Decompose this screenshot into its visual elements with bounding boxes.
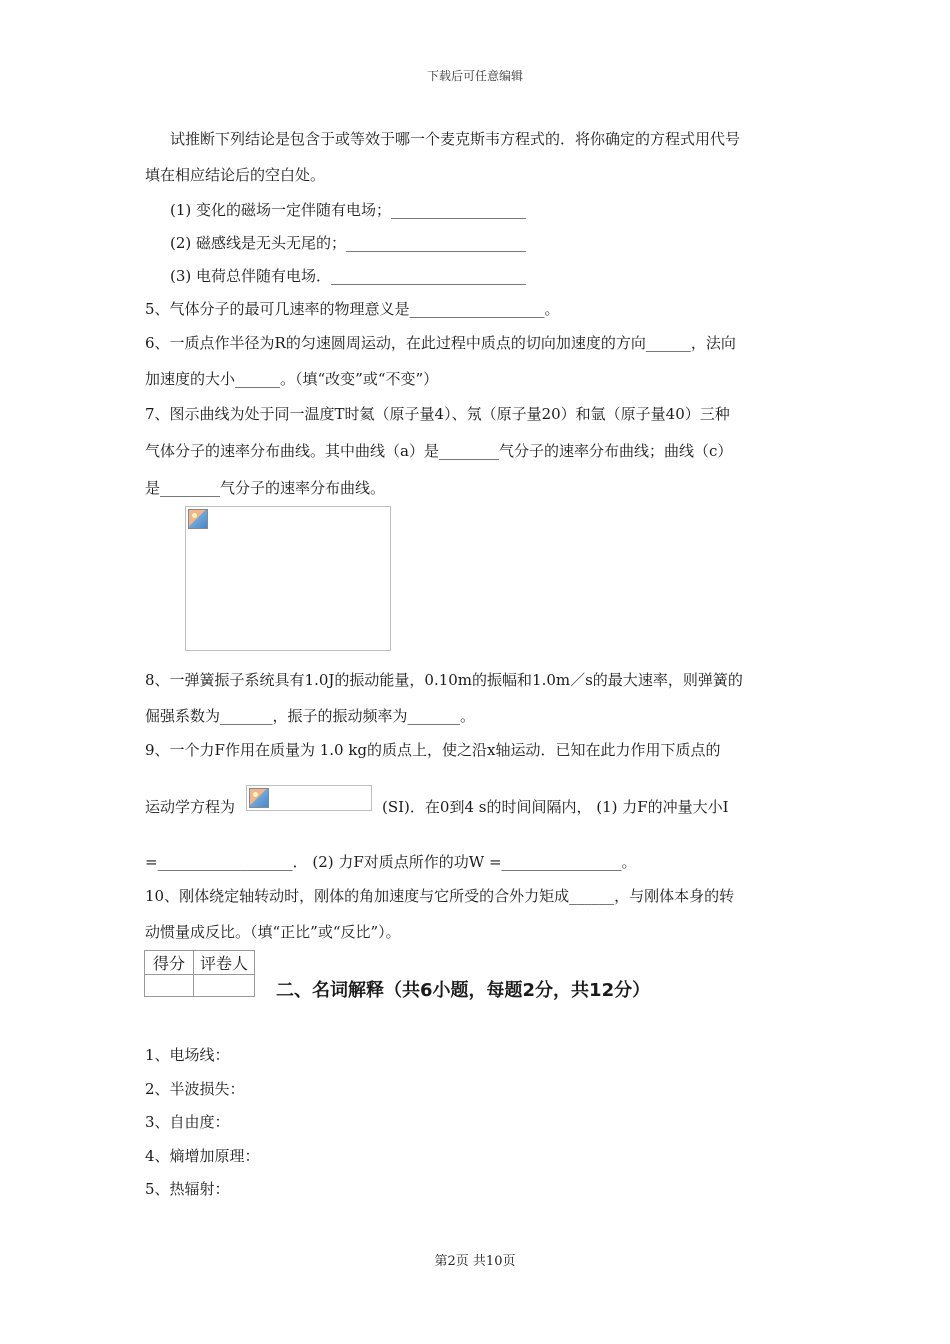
grader-header: 评卷人 (194, 951, 255, 975)
intro-line-2: 填在相应结论后的空白处。 (145, 166, 326, 184)
question-7-line-1: 7、图示曲线为处于同一温度T时氦（原子量4）、氖（原子量20）和氩（原子量40）三种 (145, 405, 730, 423)
grader-cell[interactable] (194, 975, 255, 997)
section-title: 二、名词解释（共6小题，每题2分，共12分） (276, 980, 651, 1001)
question-9-line-3: =__________________． (2) 力F对质点所作的功W =________________。 (145, 853, 637, 871)
question-8-line-1: 8、一弹簧振子系统具有1.0J的振动能量，0.10m的振幅和1.0m／s的最大速率，则弹簧的 (145, 671, 743, 689)
score-header: 得分 (145, 951, 194, 975)
term-3: 3、自由度： (145, 1113, 230, 1131)
question-6-line-1: 6、一质点作半径为R的匀速圆周运动，在此过程中质点的切向加速度的方向______，法向 (145, 334, 736, 352)
broken-image-icon (249, 788, 269, 808)
term-2: 2、半波损失： (145, 1080, 245, 1098)
term-5: 5、热辐射： (145, 1180, 230, 1198)
term-4: 4、熵增加原理： (145, 1147, 260, 1165)
score-cell[interactable] (145, 975, 194, 997)
question-5: 5、气体分子的最可几速率的物理意义是__________________。 (145, 300, 560, 318)
question-9-line-2-end: (SI)．在0到4 s的时间间隔内， (1) 力F的冲量大小I (382, 798, 729, 816)
equation-image-placeholder (246, 785, 372, 811)
question-6-line-2: 加速度的大小______。（填“改变”或“不变”） (145, 370, 439, 388)
term-1: 1、电场线： (145, 1046, 230, 1064)
speed-distribution-image-placeholder (185, 506, 391, 651)
sub-question-3: (3) 电荷总伴随有电场．__________________________ (170, 267, 527, 285)
page-footer: 第2页 共10页 (434, 1254, 516, 1269)
question-8-line-2: 倔强系数为_______，振子的振动频率为_______。 (145, 707, 476, 725)
question-7-line-3: 是________气分子的速率分布曲线。 (145, 479, 386, 497)
question-10-line-2: 动惯量成反比。（填“正比”或“反比”）。 (145, 923, 401, 941)
question-9-line-1: 9、一个力F作用在质量为 1.0 kg的质点上，使之沿x轴运动．已知在此力作用下质点的 (145, 741, 721, 759)
page-header: 下载后可任意编辑 (426, 69, 523, 83)
question-10-line-1: 10、刚体绕定轴转动时，刚体的角加速度与它所受的合外力矩成______，与刚体本身的转 (145, 887, 735, 905)
broken-image-icon (188, 509, 208, 529)
question-9-line-2-start: 运动学方程为 (145, 798, 236, 816)
intro-line-1: 试推断下列结论是包含于或等效于哪一个麦克斯韦方程式的．将你确定的方程式用代号 (170, 130, 741, 148)
sub-question-1: (1) 变化的磁场一定伴随有电场；__________________ (170, 201, 527, 219)
question-7-line-2: 气体分子的速率分布曲线。其中曲线（a）是________气分子的速率分布曲线；曲线（c） (145, 442, 733, 460)
score-table (144, 950, 255, 997)
sub-question-2: (2) 磁感线是无头无尾的；________________________ (170, 234, 527, 252)
